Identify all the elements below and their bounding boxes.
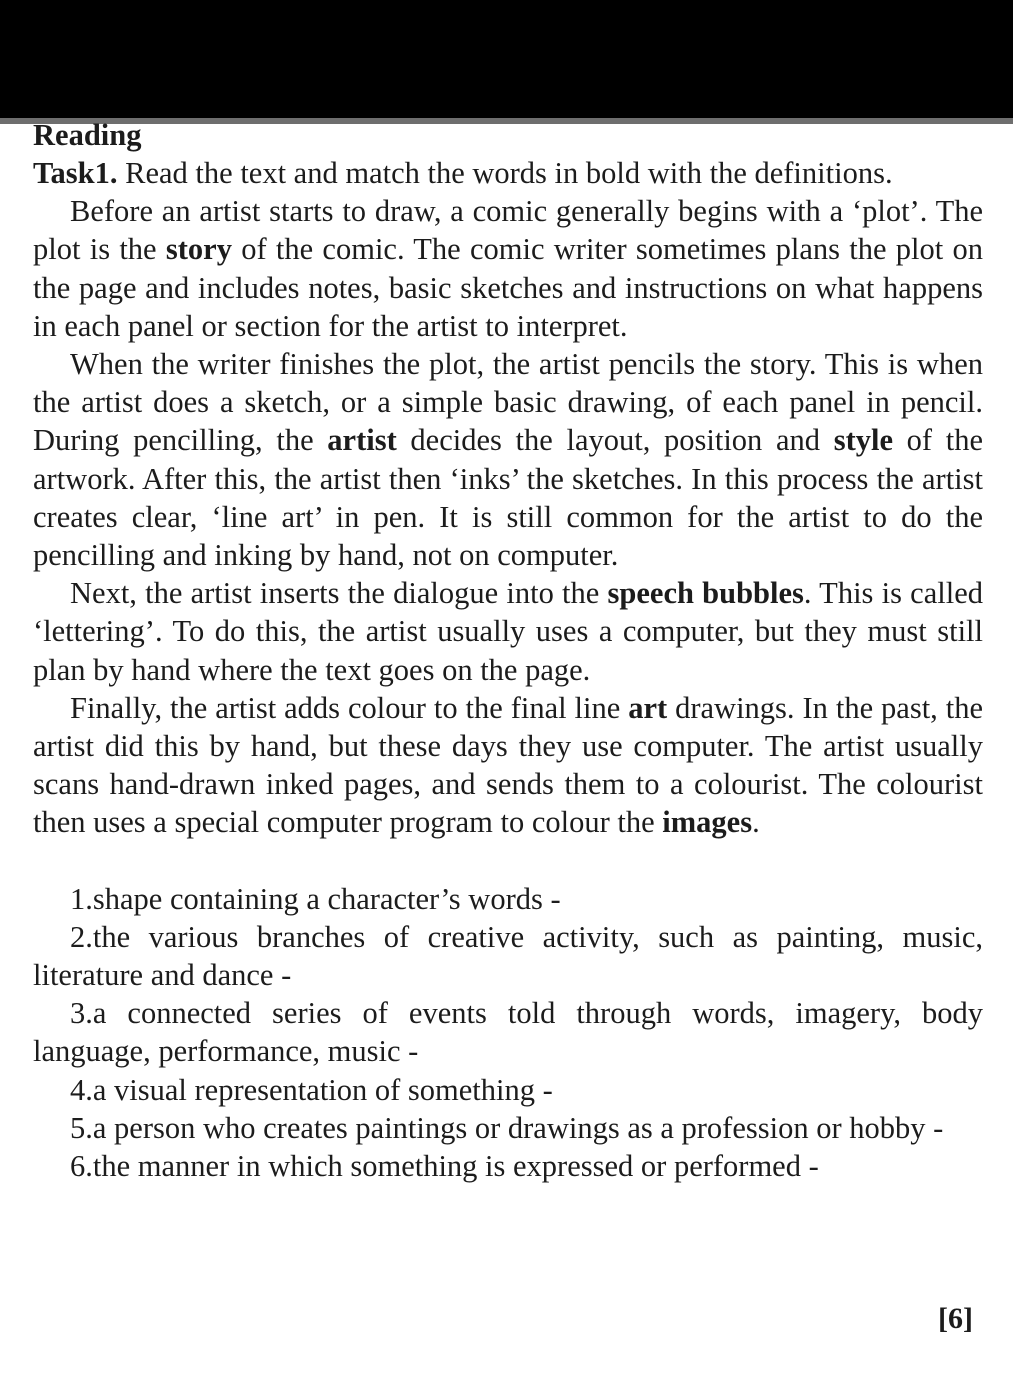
paragraph-text: of the artwork. After this, the artist then ‘inks’ the sketches. In this process the artist creates clear, ‘line art’ in pen. It is still common for the artist to do the pencilling and inking by hand, not on computer. — [33, 423, 984, 573]
reading-paragraph — [33, 345, 983, 574]
paragraph-text: of the comic. The comic writer sometimes plans the plot on the page and includes notes, basic sketches and instructions on what happens in each panel or section for the artist to interpret. — [33, 232, 984, 343]
score-marker: [6] — [938, 1302, 973, 1335]
paragraph-text: When the writer finishes the plot, the artist pencils the story. This is when the artist does a sketch, or a simple basic drawing, of each panel in pencil. During pencilling, the — [33, 347, 983, 458]
task-instruction — [33, 154, 983, 192]
reading-paragraph — [33, 574, 983, 689]
bold-keyword: art — [628, 690, 668, 725]
task-instruction-text: Read the text and match the words in bold with the definitions. — [117, 156, 893, 190]
reading-text — [33, 192, 983, 841]
paragraph-text: Next, the artist inserts the dialogue into the — [70, 576, 608, 611]
definition-item: 6.the manner in which something is expressed or performed - — [70, 1149, 819, 1184]
paragraph-text: Before an artist starts to draw, a comic generally begins with a ‘plot’. The plot is the — [33, 194, 983, 267]
definition-item: 5.a person who creates paintings or drawings as a profession or hobby - — [70, 1110, 944, 1145]
document-page — [33, 116, 983, 1185]
bold-keyword: story — [165, 232, 232, 267]
bold-keyword: style — [833, 423, 893, 458]
bold-keyword: speech bubbles — [607, 576, 804, 611]
paragraph-text: . This is called ‘lettering’. To do this, the artist usually uses a computer, but they must still plan by hand where the text goes on the page. — [33, 576, 983, 687]
definitions-list — [33, 880, 983, 1186]
section-heading: Reading — [33, 118, 142, 152]
paragraph-text: Finally, the artist adds colour to the final line — [70, 690, 629, 725]
definition-item: 2.the various branches of creative activity, such as painting, music, literature and dance - — [33, 919, 983, 993]
spacer — [33, 842, 983, 880]
paragraph-text: drawings. In the past, the artist did this by hand, but these days they use computer. The artist usually scans hand-drawn inked pages, and sends them to a colourist. The colourist then uses a special computer program to colour the — [33, 690, 983, 840]
reading-paragraph — [33, 689, 983, 842]
definition-item: 1.shape containing a character’s words - — [70, 881, 561, 916]
task-label: Task1. — [33, 156, 118, 190]
reading-paragraph — [33, 192, 983, 345]
paragraph-text: . — [752, 805, 760, 840]
definition-item: 4.a visual representation of something - — [70, 1072, 553, 1107]
bold-keyword: artist — [327, 423, 397, 458]
paragraph-text: decides the layout, position and — [396, 423, 834, 458]
black-header-band — [0, 0, 1013, 118]
bold-keyword: images — [662, 805, 753, 840]
definition-item: 3.a connected series of events told through words, imagery, body language, performance, music - — [33, 996, 983, 1069]
